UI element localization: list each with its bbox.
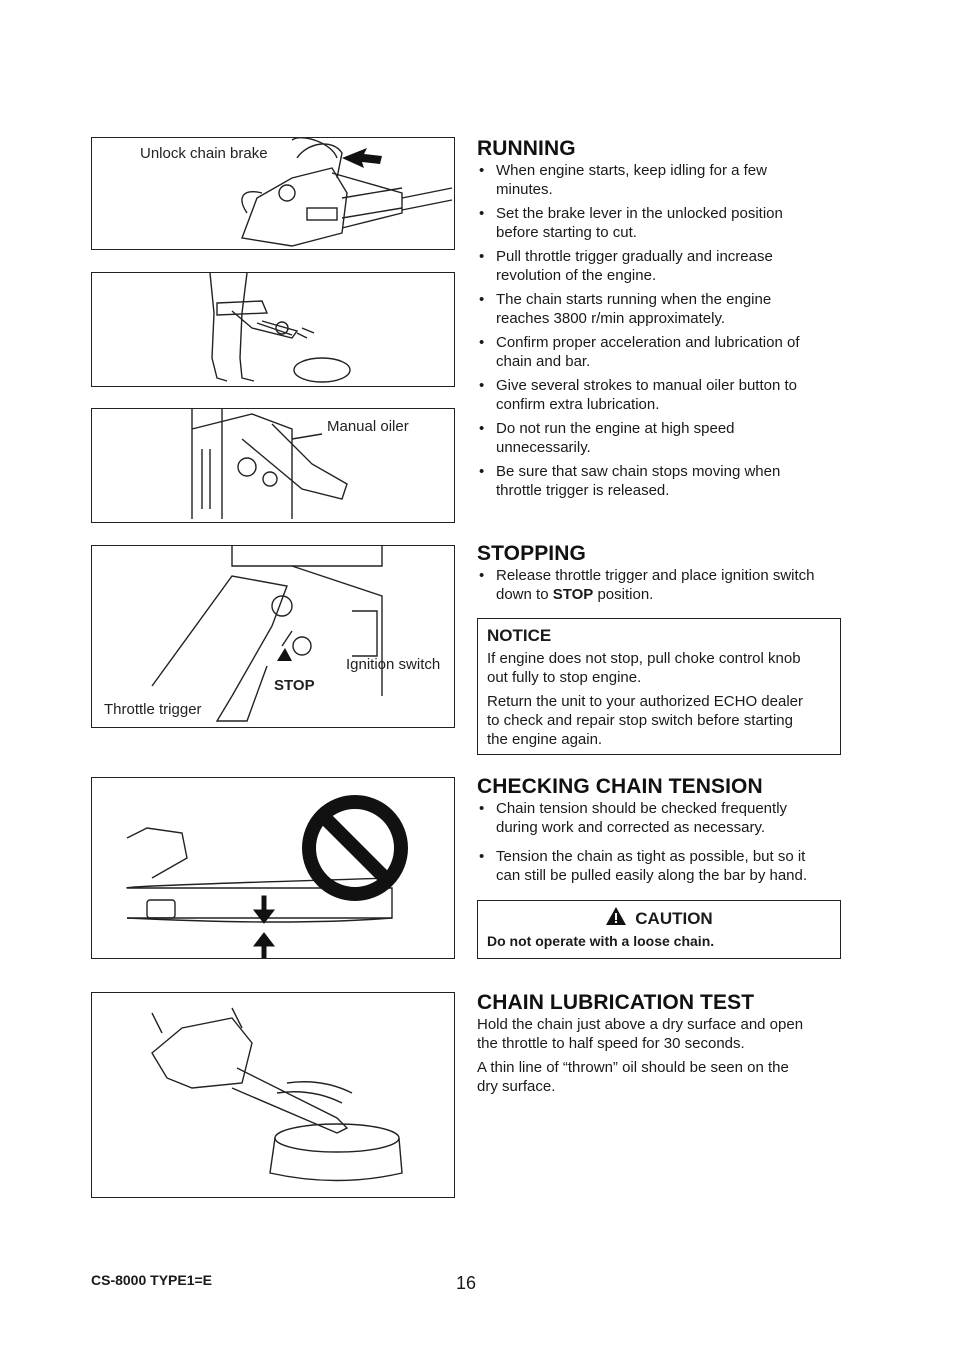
notice-text-2: Return the unit to your authorized ECHO dealer to check and repair stop switch before starting the engine again. xyxy=(487,693,804,748)
operator-running-illustration xyxy=(92,273,454,386)
caution-title: CAUTION xyxy=(635,909,713,928)
model-number: CS-8000 TYPE1=E xyxy=(91,1272,213,1288)
figure-lubrication-test xyxy=(91,992,455,1198)
list-item: • Confirm proper acceleration and lubrication of chain and bar. xyxy=(477,333,841,371)
notice-box xyxy=(477,618,841,755)
lubrication-heading: CHAIN LUBRICATION TEST xyxy=(477,991,755,1014)
notice-text-1: If engine does not stop, pull choke control knob out fully to stop engine. xyxy=(487,650,801,686)
stop-label: STOP xyxy=(274,677,315,694)
stopping-heading: STOPPING xyxy=(477,542,586,565)
running-list xyxy=(477,161,841,500)
list-item: • Be sure that saw chain stops moving when throttle trigger is released. xyxy=(477,462,841,500)
chain-tension-section xyxy=(477,775,841,890)
list-item: • The chain starts running when the engine reaches 3800 r/min approximately. xyxy=(477,290,841,328)
list-item: • Release throttle trigger and place ignition switch down to STOP position. xyxy=(477,566,841,604)
running-section xyxy=(477,137,841,505)
caution-box xyxy=(477,900,841,959)
stopping-section xyxy=(477,542,841,609)
list-item: • When engine starts, keep idling for a few minutes. xyxy=(477,161,841,199)
prohibition-icon xyxy=(309,802,401,894)
chain-tension-heading: CHECKING CHAIN TENSION xyxy=(477,775,763,798)
list-item: • Give several strokes to manual oiler button to confirm extra lubrication. xyxy=(477,376,841,414)
list-item: • Set the brake lever in the unlocked position before starting to cut. xyxy=(477,204,841,242)
ignition-switch-label: Ignition switch xyxy=(346,656,441,673)
chain-tension-illustration xyxy=(92,778,454,958)
warning-icon xyxy=(605,906,627,926)
figure-running-operator xyxy=(91,272,455,387)
figure-manual-oiler xyxy=(91,408,455,523)
throttle-trigger-label: Throttle trigger xyxy=(104,701,202,718)
stopping-list xyxy=(477,566,841,604)
lubrication-text-1: Hold the chain just above a dry surface and open the throttle to half speed for 30 seconds. xyxy=(477,1016,804,1052)
figure-stop-switch xyxy=(91,545,455,728)
list-item: • Do not run the engine at high speed unnecessarily. xyxy=(477,419,841,457)
unlock-brake-label: Unlock chain brake xyxy=(140,145,268,162)
running-heading: RUNNING xyxy=(477,137,576,160)
list-item: • Tension the chain as tight as possible, but so it can still be pulled easily along the bar by hand. xyxy=(477,847,841,885)
notice-title: NOTICE xyxy=(487,626,552,645)
caution-text: Do not operate with a loose chain. xyxy=(487,933,715,949)
lubrication-test-illustration xyxy=(92,993,454,1197)
figure-unlock-chain-brake xyxy=(91,137,455,250)
chain-tension-list xyxy=(477,799,841,885)
manual-oiler-label: Manual oiler xyxy=(327,418,409,435)
lubrication-section xyxy=(477,991,841,1101)
ignition-stop-illustration xyxy=(92,546,454,727)
list-item: • Pull throttle trigger gradually and increase revolution of the engine. xyxy=(477,247,841,285)
page-number: 16 xyxy=(456,1273,477,1293)
lubrication-text-2: A thin line of “thrown” oil should be seen on the dry surface. xyxy=(477,1059,789,1095)
figure-chain-tension xyxy=(91,777,455,959)
list-item: • Chain tension should be checked frequently during work and corrected as necessary. xyxy=(477,799,841,837)
